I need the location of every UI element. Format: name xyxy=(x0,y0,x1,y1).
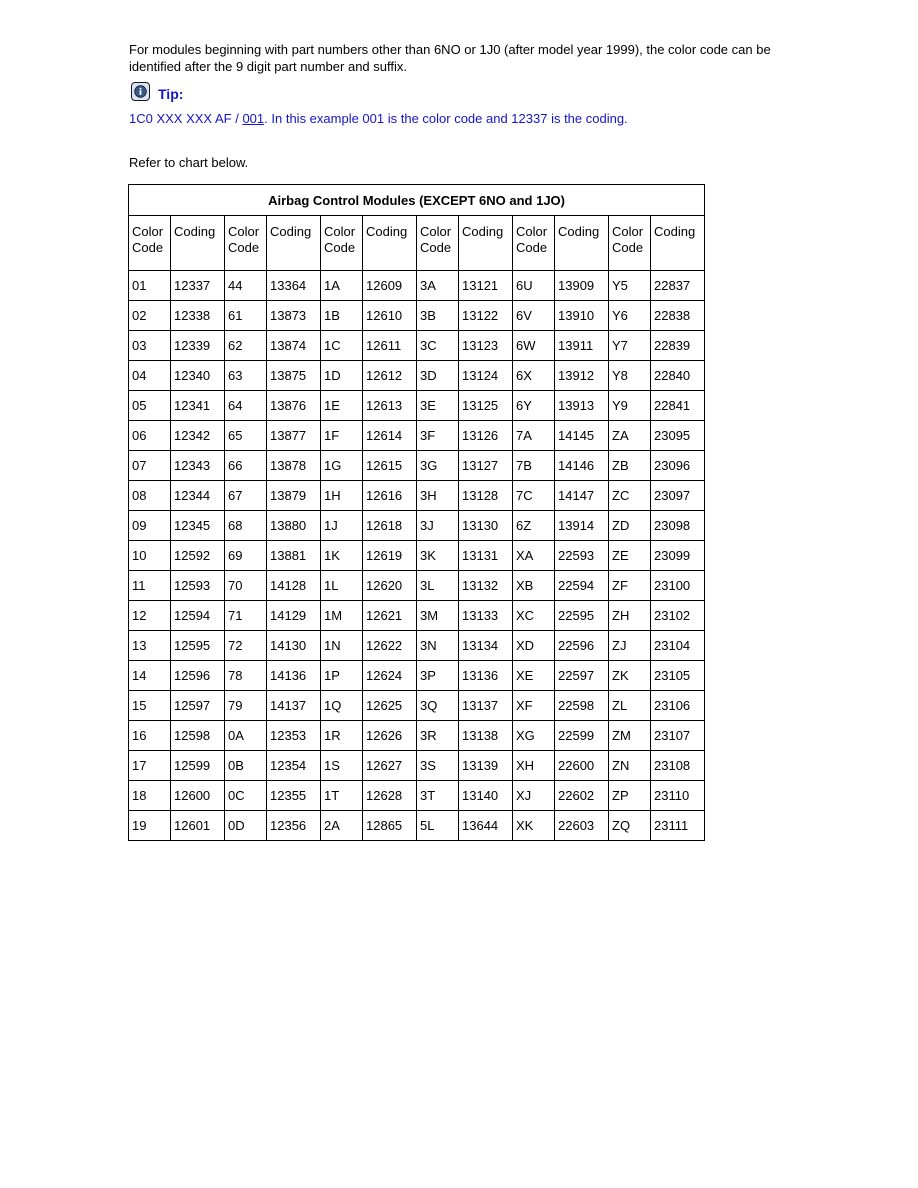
table-row xyxy=(129,811,705,841)
coding-cell: 12356 xyxy=(267,811,321,841)
color-code-cell: ZL xyxy=(609,691,651,721)
header-color-code xyxy=(225,216,267,271)
coding-cell: 13123 xyxy=(459,331,513,361)
color-code-cell: 1S xyxy=(321,751,363,781)
color-code-cell: 6X xyxy=(513,361,555,391)
coding-cell: 23095 xyxy=(651,421,705,451)
coding-cell: 12865 xyxy=(363,811,417,841)
header-coding xyxy=(555,216,609,271)
header-line-2: Code xyxy=(228,240,260,255)
header-coding xyxy=(171,216,225,271)
coding-cell: 12610 xyxy=(363,301,417,331)
header-line-1: Coding xyxy=(174,224,216,239)
header-color-code xyxy=(417,216,459,271)
color-code-cell: Y7 xyxy=(609,331,651,361)
coding-cell: 12628 xyxy=(363,781,417,811)
coding-cell: 12611 xyxy=(363,331,417,361)
coding-cell: 13133 xyxy=(459,601,513,631)
color-code-cell: 18 xyxy=(129,781,171,811)
header-line-1: Color xyxy=(228,224,260,239)
coding-cell: 13122 xyxy=(459,301,513,331)
tip-text-prefix: 1C0 XXX XXX AF / xyxy=(129,111,243,126)
coding-cell: 12337 xyxy=(171,271,225,301)
coding-cell: 12596 xyxy=(171,661,225,691)
color-code-cell: 16 xyxy=(129,721,171,751)
coding-cell: 12619 xyxy=(363,541,417,571)
color-code-cell: 3M xyxy=(417,601,459,631)
coding-cell: 13877 xyxy=(267,421,321,451)
refer-text: Refer to chart below. xyxy=(129,155,249,170)
header-coding xyxy=(363,216,417,271)
color-code-cell: 71 xyxy=(225,601,267,631)
color-code-cell: 04 xyxy=(129,361,171,391)
coding-cell: 23106 xyxy=(651,691,705,721)
coding-cell: 22594 xyxy=(555,571,609,601)
coding-cell: 23097 xyxy=(651,481,705,511)
color-code-cell: 1K xyxy=(321,541,363,571)
color-code-cell: ZA xyxy=(609,421,651,451)
coding-cell: 13126 xyxy=(459,421,513,451)
color-code-cell: 0D xyxy=(225,811,267,841)
tip-heading xyxy=(131,80,183,102)
color-code-cell: 3J xyxy=(417,511,459,541)
tip-text xyxy=(129,111,628,126)
table-row xyxy=(129,481,705,511)
color-code-cell: 0B xyxy=(225,751,267,781)
color-code-cell: 1Q xyxy=(321,691,363,721)
coding-cell: 22841 xyxy=(651,391,705,421)
color-code-cell: 3S xyxy=(417,751,459,781)
coding-cell: 12344 xyxy=(171,481,225,511)
color-code-cell: 79 xyxy=(225,691,267,721)
color-code-cell: 3R xyxy=(417,721,459,751)
coding-cell: 12593 xyxy=(171,571,225,601)
coding-cell: 13131 xyxy=(459,541,513,571)
color-code-cell: 61 xyxy=(225,301,267,331)
coding-cell: 13140 xyxy=(459,781,513,811)
coding-cell: 22597 xyxy=(555,661,609,691)
color-code-cell: 08 xyxy=(129,481,171,511)
header-line-1: Color xyxy=(612,224,644,239)
color-code-cell: 1P xyxy=(321,661,363,691)
color-code-cell: 64 xyxy=(225,391,267,421)
coding-cell: 12339 xyxy=(171,331,225,361)
coding-cell: 23110 xyxy=(651,781,705,811)
color-code-cell: 70 xyxy=(225,571,267,601)
coding-cell: 12353 xyxy=(267,721,321,751)
coding-cell: 13879 xyxy=(267,481,321,511)
coding-cell: 13125 xyxy=(459,391,513,421)
color-code-cell: 06 xyxy=(129,421,171,451)
coding-cell: 12620 xyxy=(363,571,417,601)
color-code-cell: 3G xyxy=(417,451,459,481)
table-row xyxy=(129,751,705,781)
header-line-1: Coding xyxy=(270,224,312,239)
color-code-cell: 5L xyxy=(417,811,459,841)
color-code-cell: 1G xyxy=(321,451,363,481)
coding-cell: 12597 xyxy=(171,691,225,721)
color-code-cell: ZQ xyxy=(609,811,651,841)
color-code-cell: 78 xyxy=(225,661,267,691)
color-code-cell: XF xyxy=(513,691,555,721)
coding-cell: 22839 xyxy=(651,331,705,361)
coding-cell: 13913 xyxy=(555,391,609,421)
coding-cell: 13911 xyxy=(555,331,609,361)
coding-cell: 13364 xyxy=(267,271,321,301)
color-code-cell: 72 xyxy=(225,631,267,661)
color-code-cell: 1N xyxy=(321,631,363,661)
color-code-cell: ZC xyxy=(609,481,651,511)
coding-cell: 23105 xyxy=(651,661,705,691)
coding-cell: 23102 xyxy=(651,601,705,631)
color-code-cell: 3T xyxy=(417,781,459,811)
coding-cell: 23104 xyxy=(651,631,705,661)
coding-cell: 13878 xyxy=(267,451,321,481)
header-coding xyxy=(651,216,705,271)
coding-cell: 13909 xyxy=(555,271,609,301)
coding-cell: 13128 xyxy=(459,481,513,511)
coding-cell: 12595 xyxy=(171,631,225,661)
table-row xyxy=(129,571,705,601)
coding-cell: 23098 xyxy=(651,511,705,541)
coding-cell: 13914 xyxy=(555,511,609,541)
color-code-cell: 1A xyxy=(321,271,363,301)
coding-cell: 14137 xyxy=(267,691,321,721)
coding-cell: 14128 xyxy=(267,571,321,601)
header-line-1: Color xyxy=(516,224,548,239)
color-code-cell: 19 xyxy=(129,811,171,841)
header-line-2: Code xyxy=(516,240,548,255)
color-code-cell: 01 xyxy=(129,271,171,301)
color-code-cell: ZB xyxy=(609,451,651,481)
color-code-cell: 3B xyxy=(417,301,459,331)
table-row xyxy=(129,511,705,541)
coding-cell: 12601 xyxy=(171,811,225,841)
color-code-cell: XG xyxy=(513,721,555,751)
airbag-codes-table xyxy=(128,184,705,841)
coding-cell: 22598 xyxy=(555,691,609,721)
color-code-cell: 3P xyxy=(417,661,459,691)
coding-cell: 12627 xyxy=(363,751,417,781)
color-code-cell: 6W xyxy=(513,331,555,361)
coding-cell: 13881 xyxy=(267,541,321,571)
coding-cell: 12621 xyxy=(363,601,417,631)
coding-cell: 12626 xyxy=(363,721,417,751)
color-code-cell: 66 xyxy=(225,451,267,481)
color-code-cell: ZN xyxy=(609,751,651,781)
color-code-cell: 3Q xyxy=(417,691,459,721)
coding-cell: 13873 xyxy=(267,301,321,331)
coding-cell: 12615 xyxy=(363,451,417,481)
color-code-cell: 3D xyxy=(417,361,459,391)
coding-cell: 12613 xyxy=(363,391,417,421)
color-code-cell: 69 xyxy=(225,541,267,571)
coding-cell: 14129 xyxy=(267,601,321,631)
header-coding xyxy=(267,216,321,271)
coding-cell: 22596 xyxy=(555,631,609,661)
color-code-cell: 1M xyxy=(321,601,363,631)
coding-cell: 23099 xyxy=(651,541,705,571)
color-code-cell: 44 xyxy=(225,271,267,301)
coding-cell: 12624 xyxy=(363,661,417,691)
coding-cell: 12592 xyxy=(171,541,225,571)
header-color-code xyxy=(321,216,363,271)
coding-cell: 13876 xyxy=(267,391,321,421)
color-code-cell: ZJ xyxy=(609,631,651,661)
color-code-cell: 3F xyxy=(417,421,459,451)
coding-cell: 12625 xyxy=(363,691,417,721)
header-coding xyxy=(459,216,513,271)
color-code-cell: Y8 xyxy=(609,361,651,391)
coding-cell: 12355 xyxy=(267,781,321,811)
table-row xyxy=(129,451,705,481)
color-code-cell: 2A xyxy=(321,811,363,841)
color-code-cell: 1L xyxy=(321,571,363,601)
header-line-1: Coding xyxy=(654,224,696,239)
coding-cell: 12354 xyxy=(267,751,321,781)
header-line-1: Coding xyxy=(558,224,600,239)
coding-cell: 13132 xyxy=(459,571,513,601)
table-header-row xyxy=(129,216,705,271)
color-code-cell: XK xyxy=(513,811,555,841)
coding-cell: 13134 xyxy=(459,631,513,661)
color-code-cell: 68 xyxy=(225,511,267,541)
color-code-cell: Y5 xyxy=(609,271,651,301)
coding-cell: 13139 xyxy=(459,751,513,781)
coding-cell: 14136 xyxy=(267,661,321,691)
coding-cell: 23096 xyxy=(651,451,705,481)
color-code-cell: 1T xyxy=(321,781,363,811)
color-code-cell: 14 xyxy=(129,661,171,691)
tip-text-suffix: . In this example 001 is the color code and 12337 is the coding. xyxy=(264,111,628,126)
color-code-cell: ZM xyxy=(609,721,651,751)
coding-cell: 12338 xyxy=(171,301,225,331)
table-row xyxy=(129,661,705,691)
table-row xyxy=(129,421,705,451)
coding-cell: 12614 xyxy=(363,421,417,451)
color-code-cell: 12 xyxy=(129,601,171,631)
tip-label: Tip: xyxy=(158,86,184,102)
coding-cell: 14147 xyxy=(555,481,609,511)
coding-cell: 13121 xyxy=(459,271,513,301)
coding-cell: 22840 xyxy=(651,361,705,391)
color-code-cell: 3K xyxy=(417,541,459,571)
table-row xyxy=(129,361,705,391)
table-row xyxy=(129,271,705,301)
coding-cell: 22593 xyxy=(555,541,609,571)
color-code-cell: 1F xyxy=(321,421,363,451)
color-code-cell: XD xyxy=(513,631,555,661)
coding-cell: 13137 xyxy=(459,691,513,721)
color-code-cell: 03 xyxy=(129,331,171,361)
coding-cell: 22600 xyxy=(555,751,609,781)
coding-cell: 23111 xyxy=(651,811,705,841)
color-code-cell: 1H xyxy=(321,481,363,511)
table-row xyxy=(129,631,705,661)
color-code-cell: 3A xyxy=(417,271,459,301)
table-row xyxy=(129,541,705,571)
coding-cell: 13912 xyxy=(555,361,609,391)
color-code-cell: 1C xyxy=(321,331,363,361)
coding-cell: 13130 xyxy=(459,511,513,541)
coding-cell: 22595 xyxy=(555,601,609,631)
color-code-cell: ZK xyxy=(609,661,651,691)
coding-cell: 13138 xyxy=(459,721,513,751)
table-row xyxy=(129,331,705,361)
coding-cell: 13910 xyxy=(555,301,609,331)
coding-cell: 13880 xyxy=(267,511,321,541)
color-code-cell: 3C xyxy=(417,331,459,361)
coding-cell: 12616 xyxy=(363,481,417,511)
table-row xyxy=(129,601,705,631)
color-code-cell: 6Z xyxy=(513,511,555,541)
coding-cell: 12341 xyxy=(171,391,225,421)
coding-cell: 22837 xyxy=(651,271,705,301)
table-row xyxy=(129,781,705,811)
table-row xyxy=(129,691,705,721)
color-code-cell: 6Y xyxy=(513,391,555,421)
table-row xyxy=(129,301,705,331)
coding-cell: 22603 xyxy=(555,811,609,841)
header-line-2: Code xyxy=(324,240,356,255)
color-code-cell: 02 xyxy=(129,301,171,331)
color-code-cell: 6U xyxy=(513,271,555,301)
table-row xyxy=(129,391,705,421)
color-code-cell: 0A xyxy=(225,721,267,751)
coding-cell: 23108 xyxy=(651,751,705,781)
color-code-cell: 3H xyxy=(417,481,459,511)
color-code-cell: 1D xyxy=(321,361,363,391)
color-code-cell: 7A xyxy=(513,421,555,451)
header-line-2: Code xyxy=(132,240,164,255)
color-code-cell: XH xyxy=(513,751,555,781)
color-code-cell: Y6 xyxy=(609,301,651,331)
color-code-cell: 1B xyxy=(321,301,363,331)
color-code-cell: 67 xyxy=(225,481,267,511)
table-title: Airbag Control Modules (EXCEPT 6NO and 1JO) xyxy=(129,185,705,216)
color-code-cell: Y9 xyxy=(609,391,651,421)
coding-cell: 13874 xyxy=(267,331,321,361)
color-code-link[interactable]: 001 xyxy=(242,111,265,126)
color-code-cell: 62 xyxy=(225,331,267,361)
color-code-cell: ZD xyxy=(609,511,651,541)
color-code-cell: 15 xyxy=(129,691,171,721)
color-code-cell: XJ xyxy=(513,781,555,811)
color-code-cell: 65 xyxy=(225,421,267,451)
color-code-cell: 17 xyxy=(129,751,171,781)
coding-cell: 12600 xyxy=(171,781,225,811)
coding-cell: 12609 xyxy=(363,271,417,301)
coding-cell: 23100 xyxy=(651,571,705,601)
coding-cell: 13124 xyxy=(459,361,513,391)
color-code-cell: 10 xyxy=(129,541,171,571)
header-color-code xyxy=(609,216,651,271)
intro-paragraph xyxy=(129,41,829,75)
coding-cell: 12342 xyxy=(171,421,225,451)
color-code-cell: 1J xyxy=(321,511,363,541)
header-color-code xyxy=(513,216,555,271)
coding-cell: 13644 xyxy=(459,811,513,841)
header-line-1: Coding xyxy=(366,224,408,239)
header-color-code xyxy=(129,216,171,271)
color-code-cell: 05 xyxy=(129,391,171,421)
header-line-1: Color xyxy=(420,224,452,239)
color-code-cell: 0C xyxy=(225,781,267,811)
color-code-cell: ZF xyxy=(609,571,651,601)
coding-cell: 12618 xyxy=(363,511,417,541)
color-code-cell: 09 xyxy=(129,511,171,541)
color-code-cell: 3L xyxy=(417,571,459,601)
color-code-cell: 13 xyxy=(129,631,171,661)
intro-line-1: For modules beginning with part numbers other than 6NO or 1J0 (after model year 1999), the color code can be xyxy=(129,42,771,57)
coding-cell: 13875 xyxy=(267,361,321,391)
header-line-2: Code xyxy=(612,240,644,255)
color-code-cell: 7C xyxy=(513,481,555,511)
header-line-1: Color xyxy=(324,224,356,239)
color-code-cell: 07 xyxy=(129,451,171,481)
intro-line-2: identified after the 9 digit part number and suffix. xyxy=(129,59,407,74)
coding-cell: 22602 xyxy=(555,781,609,811)
coding-cell: 14130 xyxy=(267,631,321,661)
coding-cell: 14146 xyxy=(555,451,609,481)
coding-cell: 23107 xyxy=(651,721,705,751)
coding-cell: 12340 xyxy=(171,361,225,391)
color-code-cell: XB xyxy=(513,571,555,601)
coding-cell: 12343 xyxy=(171,451,225,481)
coding-cell: 12612 xyxy=(363,361,417,391)
header-line-2: Code xyxy=(420,240,452,255)
table-row xyxy=(129,721,705,751)
color-code-cell: 6V xyxy=(513,301,555,331)
color-code-cell: 7B xyxy=(513,451,555,481)
coding-cell: 12598 xyxy=(171,721,225,751)
coding-cell: 12599 xyxy=(171,751,225,781)
color-code-cell: ZH xyxy=(609,601,651,631)
info-icon xyxy=(131,82,150,101)
coding-cell: 12622 xyxy=(363,631,417,661)
color-code-cell: 11 xyxy=(129,571,171,601)
coding-cell: 13127 xyxy=(459,451,513,481)
color-code-cell: 1R xyxy=(321,721,363,751)
color-code-cell: 3E xyxy=(417,391,459,421)
coding-cell: 22838 xyxy=(651,301,705,331)
color-code-cell: 63 xyxy=(225,361,267,391)
coding-cell: 14145 xyxy=(555,421,609,451)
color-code-cell: XC xyxy=(513,601,555,631)
coding-cell: 13136 xyxy=(459,661,513,691)
coding-cell: 12345 xyxy=(171,511,225,541)
color-code-cell: 1E xyxy=(321,391,363,421)
color-code-cell: ZP xyxy=(609,781,651,811)
coding-cell: 12594 xyxy=(171,601,225,631)
color-code-cell: ZE xyxy=(609,541,651,571)
color-code-cell: 3N xyxy=(417,631,459,661)
header-line-1: Color xyxy=(132,224,164,239)
header-line-1: Coding xyxy=(462,224,504,239)
coding-cell: 22599 xyxy=(555,721,609,751)
color-code-cell: XA xyxy=(513,541,555,571)
color-code-cell: XE xyxy=(513,661,555,691)
